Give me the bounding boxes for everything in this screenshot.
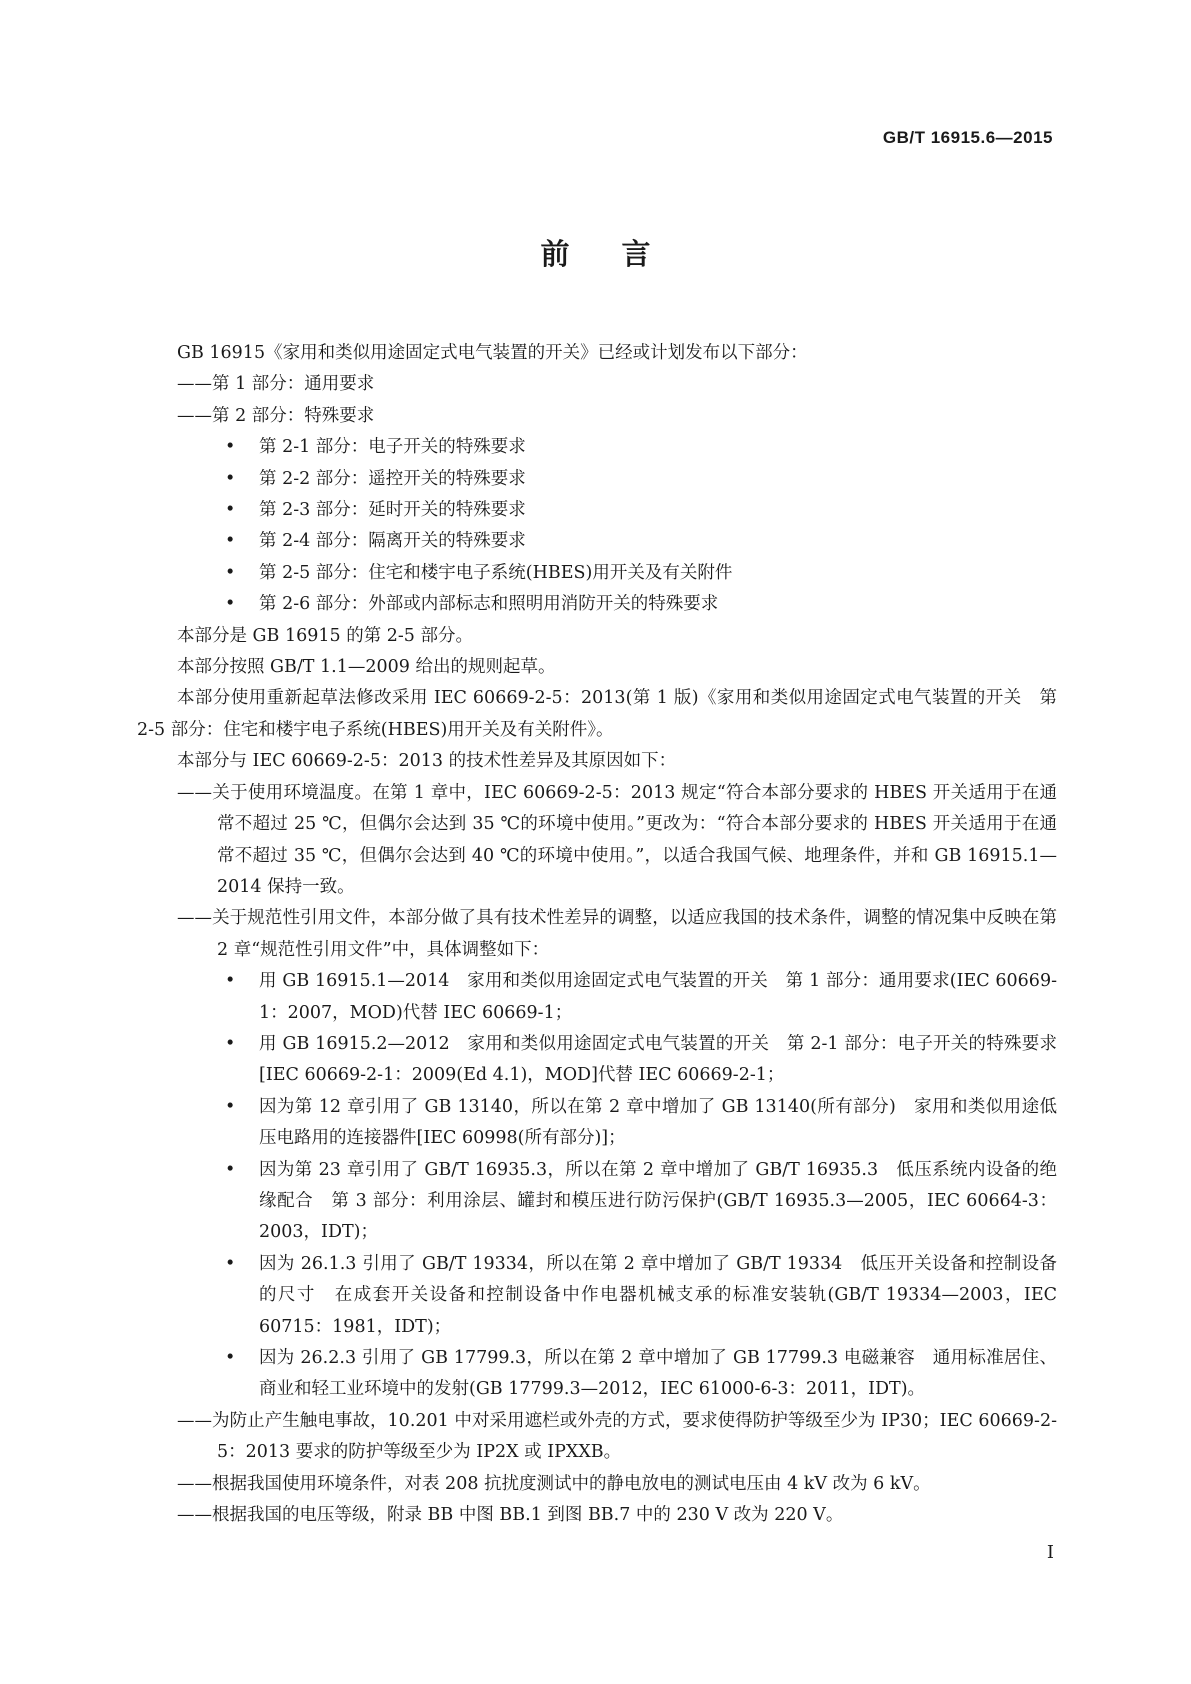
bullet-icon: •	[225, 1159, 236, 1180]
difference-item-esd-voltage: ——根据我国使用环境条件，对表 208 抗扰度测试中的静电放电的测试电压由 4 kV 改为 6 kV。	[177, 1473, 931, 1494]
reference-adjustment-item: • 因为 26.1.3 引用了 GB/T 19334，所以在第 2 章中增加了 GB/T 19334 低压开关设备和控制设备的尺寸 在成套开关设备和控制设备中作电器机械支承的标准安装轨(GB/T 19334—2003，IEC 60715：1981，IDT)；	[137, 1249, 1057, 1343]
bullet-icon: •	[225, 594, 236, 615]
reference-adjustment-item: • 用 GB 16915.2—2012 家用和类似用途固定式电气装置的开关 第 2-1 部分：电子开关的特殊要求[IEC 60669-2-1：2009(Ed 4.1)，MOD]代替 IEC 60669-2-1；	[137, 1029, 1057, 1092]
reference-adjustment-item: • 因为第 23 章引用了 GB/T 16935.3，所以在第 2 章中增加了 GB/T 16935.3 低压系统内设备的绝缘配合 第 3 部分：利用涂层、罐封和模压进行防污保护(GB/T 16935.3—2005，IEC 60664-3：2003，IDT)；	[137, 1155, 1057, 1249]
bullet-icon: •	[225, 971, 236, 992]
bullet-icon: •	[225, 531, 236, 552]
part-2-item: ——第 2 部分：特殊要求	[177, 405, 375, 426]
part-statement: 本部分是 GB 16915 的第 2-5 部分。	[177, 625, 474, 646]
standard-code-header: GB/T 16915.6—2015	[882, 128, 1053, 147]
bullet-icon: •	[225, 1033, 236, 1054]
part-1-item: ——第 1 部分：通用要求	[177, 374, 375, 395]
bullet-icon: •	[225, 500, 236, 521]
bullet-icon: •	[225, 562, 236, 583]
differences-intro: 本部分与 IEC 60669-2-5：2013 的技术性差异及其原因如下：	[177, 751, 677, 772]
page-number: I	[1046, 1542, 1054, 1563]
bullet-icon: •	[225, 1096, 236, 1117]
bullet-icon: •	[225, 468, 236, 489]
reference-adjustment-item: • 用 GB 16915.1—2014 家用和类似用途固定式电气装置的开关 第 1 部分：通用要求(IEC 60669-1：2007，MOD)代替 IEC 60669-1；	[137, 966, 1057, 1029]
reference-adjustment-item: • 因为 26.2.3 引用了 GB 17799.3，所以在第 2 章中增加了 GB 17799.3 电磁兼容 通用标准居住、商业和轻工业环境中的发射(GB 17799.3—2012，IEC 61000-6-3：2011，IDT)。	[137, 1343, 1057, 1406]
sub-part-item: • 第 2-1 部分：电子开关的特殊要求	[137, 432, 1057, 463]
drafting-rules: 本部分按照 GB/T 1.1—2009 给出的规则起草。	[177, 657, 556, 678]
intro-paragraph: GB 16915《家用和类似用途固定式电气装置的开关》已经或计划发布以下部分：	[177, 343, 808, 363]
page-title: 前言	[540, 237, 703, 271]
foreword-body	[137, 338, 1057, 1531]
reference-adjustment-item: • 因为第 12 章引用了 GB 13140，所以在第 2 章中增加了 GB 13140(所有部分) 家用和类似用途低压电路用的连接器件[IEC 60998(所有部分)]；	[137, 1092, 1057, 1155]
difference-item-references: ——关于规范性引用文件，本部分做了具有技术性差异的调整，以适应我国的技术条件，调整的情况集中反映在第 2 章“规范性引用文件”中，具体调整如下：	[177, 908, 1057, 960]
bullet-icon: •	[225, 437, 236, 458]
sub-part-item: • 第 2-4 部分：隔离开关的特殊要求	[137, 526, 1057, 557]
bullet-icon: •	[225, 1348, 236, 1368]
sub-part-item: • 第 2-3 部分：延时开关的特殊要求	[137, 495, 1057, 526]
sub-part-item: • 第 2-2 部分：遥控开关的特殊要求	[137, 464, 1057, 495]
difference-item-temperature: ——关于使用环境温度。在第 1 章中，IEC 60669-2-5：2013 规定“符合本部分要求的 HBES 开关适用于在通常不超过 25 ℃，但偶尔会达到 35 ℃的环境中使用。”更改为：“符合本部分要求的 HBES 开关适用于在通常不超过 35 ℃，但偶尔会达到 40 ℃的环境中使用。”，以适合我国气候、地理条件，并和 GB 16915.1—2014 保持一致。	[177, 782, 1057, 897]
sub-part-item: • 第 2-6 部分：外部或内部标志和照明用消防开关的特殊要求	[137, 589, 1057, 620]
bullet-icon: •	[225, 1253, 236, 1274]
adoption-statement: 本部分使用重新起草法修改采用 IEC 60669-2-5：2013(第 1 版)《家用和类似用途固定式电气装置的开关 第 2-5 部分：住宅和楼宇电子系统(HBES)用开关及有关附件》。	[137, 688, 1057, 740]
sub-part-item: • 第 2-5 部分：住宅和楼宇电子系统(HBES)用开关及有关附件	[137, 558, 1057, 589]
difference-item-voltage-level: ——根据我国的电压等级，附录 BB 中图 BB.1 到图 BB.7 中的 230 V 改为 220 V。	[177, 1505, 844, 1526]
difference-item-protection: ——为防止产生触电事故，10.201 中对采用遮栏或外壳的方式，要求使得防护等级至少为 IP30；IEC 60669-2-5：2013 要求的防护等级至少为 IP2X 或 IPXXB。	[177, 1410, 1057, 1463]
